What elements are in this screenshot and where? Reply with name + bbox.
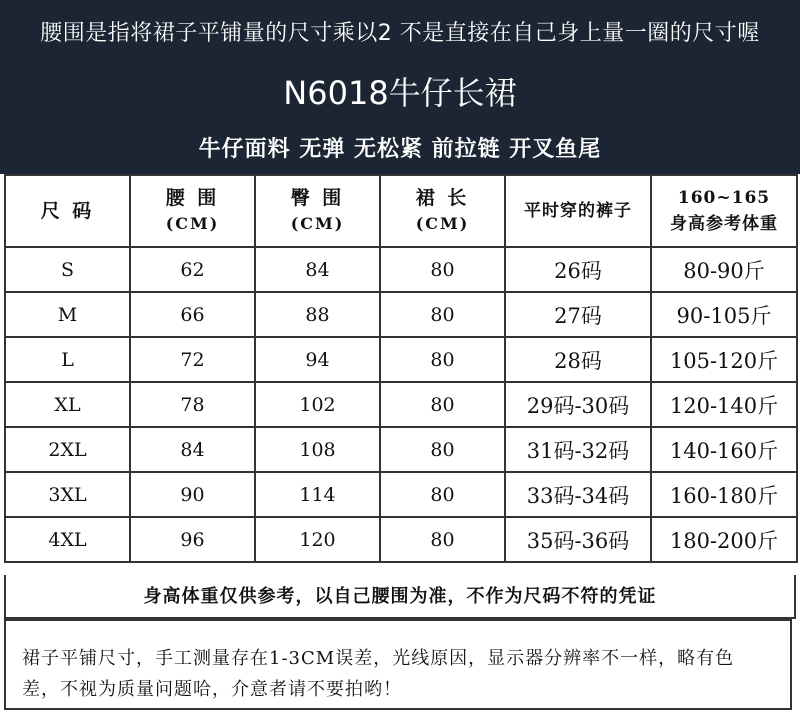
hip-cell: 102 [255,382,380,427]
waist-cell: 96 [130,517,255,562]
size-cell: 3XL [5,472,130,517]
hip-cell: 114 [255,472,380,517]
column-header-unit: 身高参考体重 [670,214,778,234]
table-row [5,517,797,562]
column-header-label: 腰 围 [165,187,220,209]
weight-cell: 180-200斤 [651,517,797,562]
hip-cell: 108 [255,427,380,472]
table-row [5,427,797,472]
length-cell: 80 [380,427,505,472]
hip-cell: 120 [255,517,380,562]
reference-disclaimer: 身高体重仅供参考，以自己腰围为准，不作为尺码不符的凭证 [4,575,796,619]
hip-cell: 84 [255,247,380,292]
hip-cell: 94 [255,337,380,382]
table-row [5,292,797,337]
weight-cell: 160-180斤 [651,472,797,517]
column-header-label: 平时穿的裤子 [524,201,632,221]
column-header-hip [255,175,380,247]
waist-cell: 78 [130,382,255,427]
table-header-row [5,175,797,247]
column-header-pants-size [505,175,651,247]
pants-size-cell: 27码 [505,292,651,337]
table-row [5,472,797,517]
pants-size-cell: 29码-30码 [505,382,651,427]
waist-cell: 62 [130,247,255,292]
column-header-waist [130,175,255,247]
hip-cell: 88 [255,292,380,337]
column-header-label: 尺 码 [40,200,95,222]
pants-size-cell: 26码 [505,247,651,292]
size-cell: 2XL [5,427,130,472]
measurement-note: 裙子平铺尺寸，手工测量存在1-3CM误差，光线原因，显示器分辨率不一样，略有色差，不视为质量问题哈，介意者请不要拍哟！ [4,619,792,710]
length-cell: 80 [380,472,505,517]
column-header-reference-weight [651,175,797,247]
length-cell: 80 [380,337,505,382]
table-row [5,247,797,292]
table-row [5,337,797,382]
size-table [4,174,798,563]
column-header-label: 臀 围 [290,187,345,209]
column-header-length [380,175,505,247]
length-cell: 80 [380,517,505,562]
size-cell: L [5,337,130,382]
column-header-unit: (CM) [290,214,345,233]
weight-cell: 140-160斤 [651,427,797,472]
length-cell: 80 [380,247,505,292]
header-banner [0,0,800,174]
waist-cell: 84 [130,427,255,472]
waist-cell: 90 [130,472,255,517]
size-cell: 4XL [5,517,130,562]
pants-size-cell: 28码 [505,337,651,382]
weight-cell: 80-90斤 [651,247,797,292]
pants-size-cell: 35码-36码 [505,517,651,562]
product-title: N6018牛仔长裙 [283,74,517,112]
size-cell: XL [5,382,130,427]
length-cell: 80 [380,382,505,427]
weight-cell: 120-140斤 [651,382,797,427]
product-features: 牛仔面料 无弹 无松紧 前拉链 开叉鱼尾 [198,137,602,162]
table-row [5,382,797,427]
pants-size-cell: 31码-32码 [505,427,651,472]
length-cell: 80 [380,292,505,337]
size-cell: M [5,292,130,337]
waist-measurement-note: 腰围是指将裙子平铺量的尺寸乘以2 不是直接在自己身上量一圈的尺寸喔 [40,21,760,46]
size-cell: S [5,247,130,292]
pants-size-cell: 33码-34码 [505,472,651,517]
column-header-unit: (CM) [415,214,470,233]
column-header-size [5,175,130,247]
column-header-label: 160~165 [677,188,771,208]
column-header-unit: (CM) [165,214,220,233]
waist-cell: 66 [130,292,255,337]
weight-cell: 90-105斤 [651,292,797,337]
waist-cell: 72 [130,337,255,382]
column-header-label: 裙 长 [415,187,470,209]
weight-cell: 105-120斤 [651,337,797,382]
